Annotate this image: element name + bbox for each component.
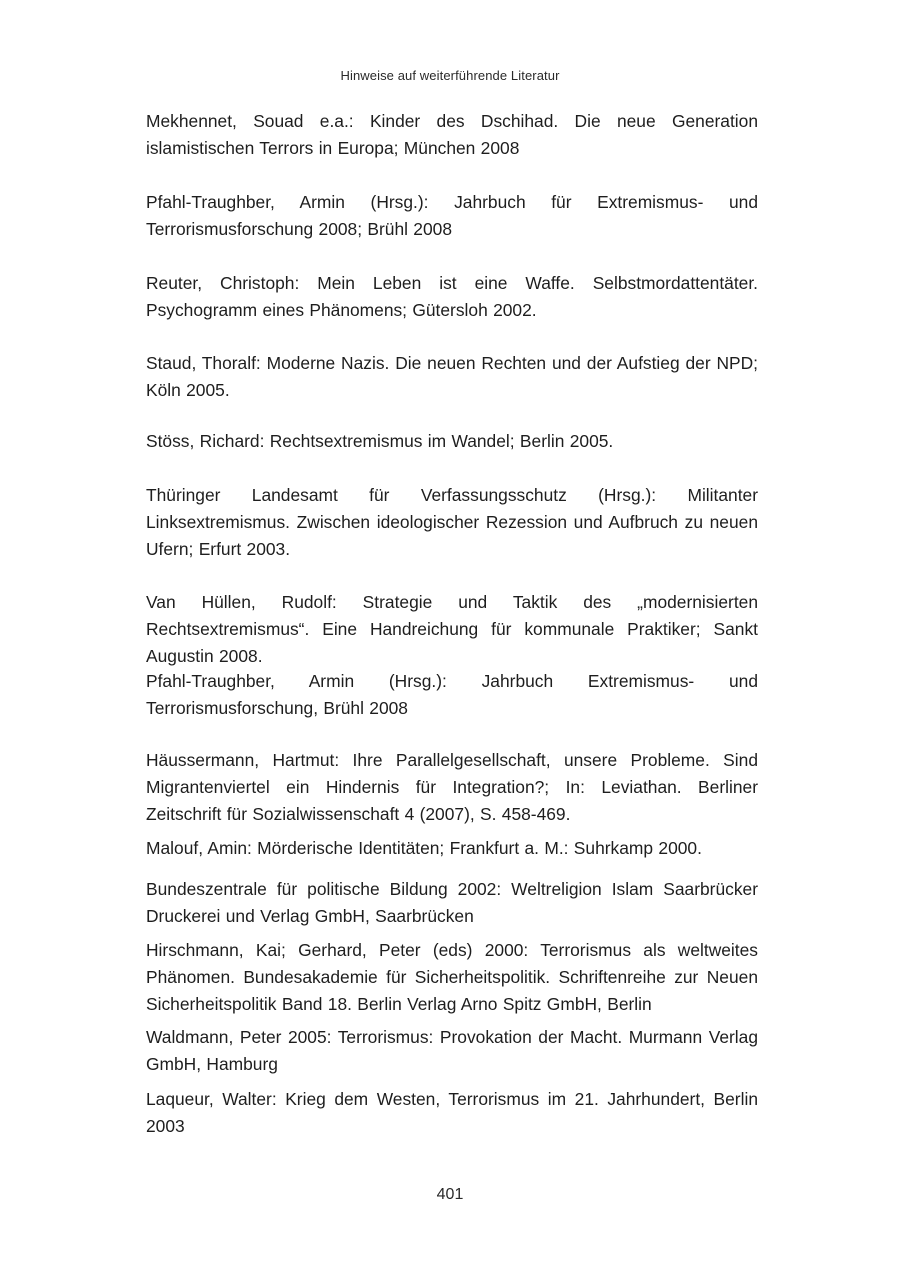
bibliography-entry: Stöss, Richard: Rechtsextremismus im Wandel; Berlin 2005. [146,431,614,451]
bibliography-entry: Hirschmann, Kai; Gerhard, Peter (eds) 2000: Terrorismus als weltweites Phänomen. Bundesakademie für Sicherheitspolitik. Schriftenreihe zur Neuen Sicherheitspolitik Band 18. Berlin Verlag Arno Spitz GmbH, Berlin [146,940,758,1014]
bibliography-entry: Bundeszentrale für politische Bildung 2002: Weltreligion Islam Saarbrücker Druckerei und Verlag GmbH, Saarbrücken [146,879,758,926]
bibliography-entry: Pfahl-Traughber, Armin (Hrsg.): Jahrbuch für Extremismus- und Terrorismusforschung 2008; Brühl 2008 [146,192,758,239]
running-header: Hinweise auf weiterführende Literatur [340,68,560,83]
bibliography-entry: Waldmann, Peter 2005: Terrorismus: Provokation der Macht. Murmann Verlag GmbH, Hamburg [146,1027,758,1074]
bibliography-entry: Malouf, Amin: Mörderische Identitäten; Frankfurt a. M.: Suhrkamp 2000. [146,838,702,858]
bibliography-entry: Pfahl-Traughber, Armin (Hrsg.): Jahrbuch Extremismus- und Terrorismusforschung, Brühl 2008 [146,671,758,718]
page-number: 401 [436,1186,464,1203]
bibliography-entry: Reuter, Christoph: Mein Leben ist eine Waffe. Selbstmordattentäter. Psychogramm eines Phänomens; Gütersloh 2002. [146,273,758,320]
bibliography-entry: Staud, Thoralf: Moderne Nazis. Die neuen Rechten und der Aufstieg der NPD; Köln 2005. [146,353,758,400]
bibliography-entry: Mekhennet, Souad e.a.: Kinder des Dschihad. Die neue Generation islamistischen Terrors in Europa; München 2008 [146,111,758,158]
bibliography-entry: Laqueur, Walter: Krieg dem Westen, Terrorismus im 21. Jahrhundert, Berlin 2003 [146,1089,758,1136]
bibliography-entry: Van Hüllen, Rudolf: Strategie und Taktik des „modernisierten Rechtsextremismus“. Eine Handreichung für kommunale Praktiker; Sankt Augustin 2008. [146,592,758,666]
bibliography-entry: Häussermann, Hartmut: Ihre Parallelgesellschaft, unsere Probleme. Sind Migrantenviertel ein Hindernis für Integration?; In: Leviathan. Berliner Zeitschrift für Sozialwissenschaft 4 (2007), S. 458-469. [146,750,758,824]
bibliography-entry: Thüringer Landesamt für Verfassungsschutz (Hrsg.): Militanter Linksextremismus. Zwischen ideologischer Rezession und Aufbruch zu neuen Ufern; Erfurt 2003. [146,485,758,559]
